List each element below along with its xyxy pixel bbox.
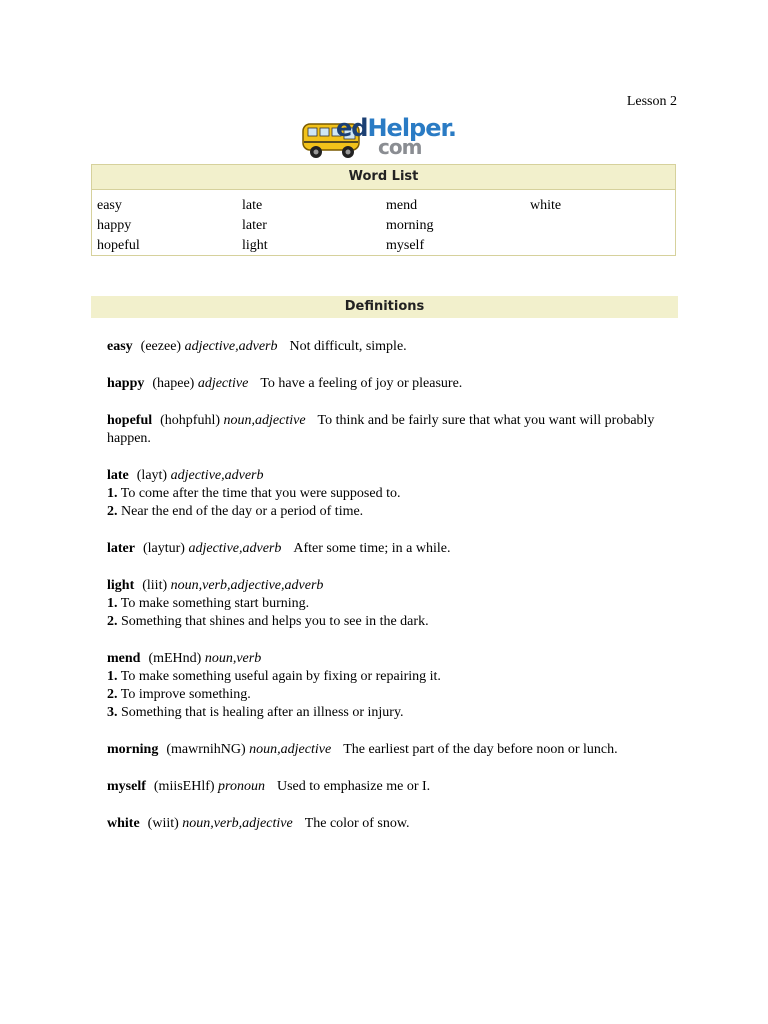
definition-entry <box>107 375 677 393</box>
sense-number: 3. <box>107 705 118 720</box>
entry-pronunciation: (mEHnd) <box>148 651 202 666</box>
entry-part-of-speech: noun,verb <box>204 651 262 666</box>
word-list-box <box>91 164 676 256</box>
word-list-item: mend <box>386 198 418 213</box>
entry-sense <box>107 686 677 704</box>
entry-definition: After some time; in a while. <box>293 541 451 556</box>
entry-part-of-speech: noun,adjective <box>223 413 306 428</box>
sense-number: 2. <box>107 687 118 702</box>
entry-word: happy <box>107 376 145 391</box>
word-list-item: happy <box>97 218 132 233</box>
entry-part-of-speech: noun,verb,adjective <box>182 816 293 831</box>
entry-pronunciation: (eezee) <box>140 339 182 354</box>
lesson-label: Lesson 2 <box>626 94 677 109</box>
definition-entry <box>107 577 677 631</box>
entry-word: easy <box>107 339 133 354</box>
logo-helper: Helper. <box>367 114 457 142</box>
entry-sense <box>107 668 677 686</box>
entry-part-of-speech: adjective <box>197 376 249 391</box>
entry-definition: Used to emphasize me or I. <box>276 779 431 794</box>
sense-text: To improve something. <box>120 687 251 702</box>
sense-number: 2. <box>107 614 118 629</box>
definition-entry <box>107 778 677 796</box>
definitions-heading: Definitions <box>91 296 678 318</box>
sense-text: Near the end of the day or a period of time. <box>121 504 364 519</box>
entry-pronunciation: (hohpfuhl) <box>160 413 221 428</box>
word-list-item: white <box>530 198 562 213</box>
entry-definition: To think and be fairly sure that what you want will probably happen. <box>107 413 655 446</box>
sense-text: Something that is healing after an illness or injury. <box>121 705 404 720</box>
entry-word: white <box>107 816 140 831</box>
sense-number: 1. <box>107 486 118 501</box>
entry-sense <box>107 595 677 613</box>
sense-text: To make something useful again by fixing or repairing it. <box>120 669 441 684</box>
definitions-list <box>107 338 677 852</box>
entry-word: light <box>107 578 135 593</box>
word-list-item: morning <box>386 218 434 233</box>
sense-number: 2. <box>107 504 118 519</box>
entry-pronunciation: (mawrnihNG) <box>166 742 246 757</box>
definition-entry <box>107 815 677 833</box>
entry-part-of-speech: noun,verb,adjective,adverb <box>170 578 324 593</box>
word-list-item: hopeful <box>97 238 140 253</box>
definition-entry <box>107 467 677 521</box>
entry-word: morning <box>107 742 159 757</box>
word-list-column <box>386 196 433 256</box>
entry-word: mend <box>107 651 141 666</box>
entry-pronunciation: (liit) <box>142 578 168 593</box>
entry-word: myself <box>107 779 146 794</box>
word-list-item: easy <box>97 198 122 213</box>
word-list-item: late <box>242 198 263 213</box>
definition-entry <box>107 741 677 759</box>
definition-entry <box>107 650 677 722</box>
entry-sense <box>107 485 677 503</box>
entry-word: late <box>107 468 129 483</box>
sense-number: 1. <box>107 596 118 611</box>
logo-ed: ed <box>336 114 368 142</box>
sense-number: 1. <box>107 669 118 684</box>
word-list-heading: Word List <box>92 165 675 190</box>
entry-sense <box>107 613 677 631</box>
entry-pronunciation: (hapee) <box>152 376 195 391</box>
word-list-item: later <box>242 218 267 233</box>
definition-entry <box>107 540 677 558</box>
entry-definition: The color of snow. <box>304 816 410 831</box>
definition-entry <box>107 412 677 448</box>
entry-pronunciation: (laytur) <box>142 541 185 556</box>
entry-definition: Not difficult, simple. <box>289 339 407 354</box>
entry-sense <box>107 503 677 521</box>
edhelper-logo <box>300 114 457 162</box>
sense-text: To make something start burning. <box>120 596 310 611</box>
entry-part-of-speech: adjective,adverb <box>184 339 278 354</box>
entry-pronunciation: (miisEHlf) <box>153 779 215 794</box>
entry-word: later <box>107 541 135 556</box>
word-list-item: light <box>242 238 268 253</box>
word-list-columns <box>92 190 675 256</box>
logo-com: com <box>378 135 422 159</box>
word-list-column <box>242 196 268 256</box>
entry-part-of-speech: adjective,adverb <box>188 541 282 556</box>
entry-sense <box>107 704 677 722</box>
entry-part-of-speech: pronoun <box>218 779 265 794</box>
word-list-item: myself <box>386 238 425 253</box>
entry-part-of-speech: adjective,adverb <box>170 468 264 483</box>
entry-pronunciation: (wiit) <box>147 816 179 831</box>
entry-pronunciation: (layt) <box>136 468 168 483</box>
entry-part-of-speech: noun,adjective <box>249 742 332 757</box>
definition-entry <box>107 338 677 356</box>
word-list-column <box>97 196 140 256</box>
entry-definition: The earliest part of the day before noon or lunch. <box>343 742 618 757</box>
sense-text: Something that shines and helps you to see in the dark. <box>121 614 429 629</box>
word-list-column <box>530 196 561 216</box>
entry-word: hopeful <box>107 413 153 428</box>
sense-text: To come after the time that you were supposed to. <box>120 486 401 501</box>
entry-definition: To have a feeling of joy or pleasure. <box>260 376 463 391</box>
